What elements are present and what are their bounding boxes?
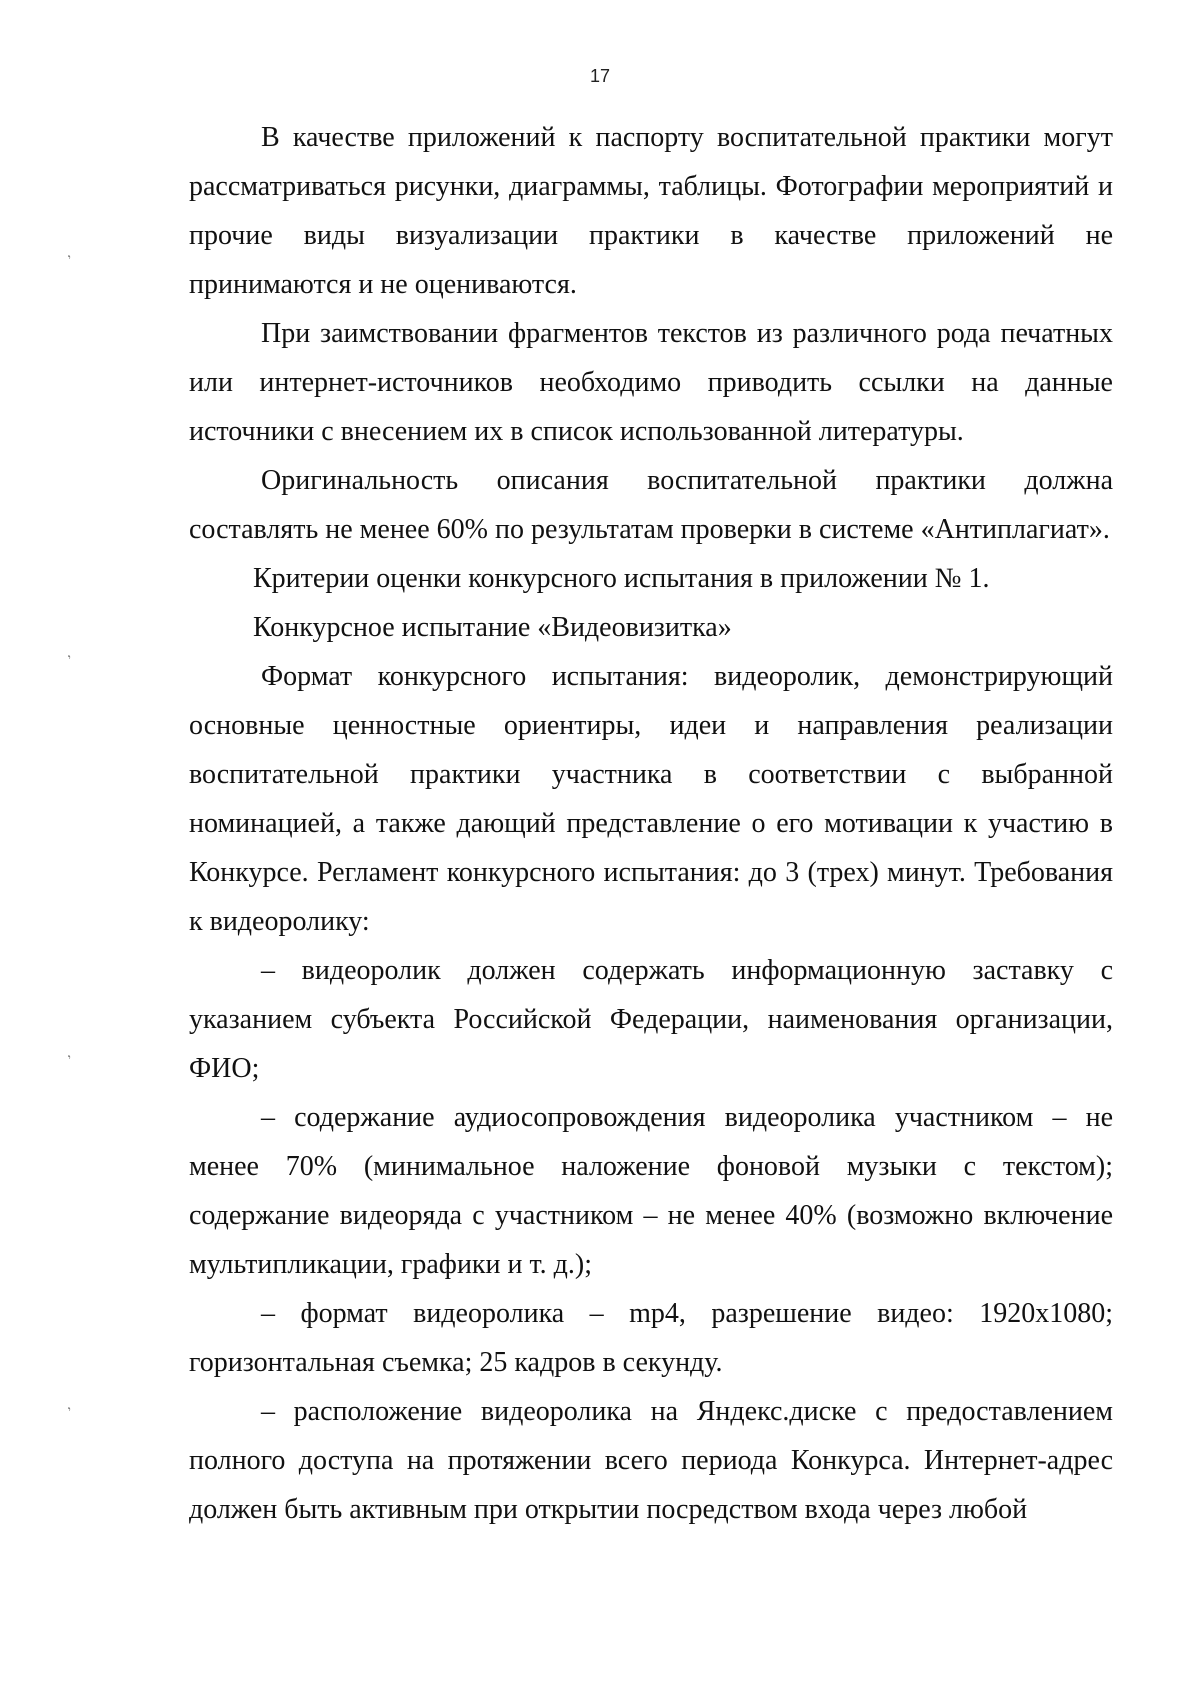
list-item-video-format: – формат видеоролика – mp4, разрешение видео: 1920x1080; горизонтальная съемка; 25 кадров в секунду. (189, 1298, 1113, 1378)
body-text (189, 113, 1113, 1534)
paragraph-originality: Оригинальность описания воспитательной практики должна составлять не менее 60% по результатам проверки в системе «Антиплагиат». (189, 465, 1113, 545)
section-heading-videovizitka: Конкурсное испытание «Видеовизитка» (253, 612, 732, 643)
scan-mark: , (62, 646, 73, 661)
paragraph-citations: При заимствовании фрагментов текстов из различного рода печатных или интернет-источников необходимо приводить ссылки на данные источники с внесением их в список использованной литературы. (189, 318, 1113, 447)
page-number: 17 (589, 66, 611, 86)
list-item-audio-content: – содержание аудиосопровождения видеоролика участником – не менее 70% (минимальное наложение фоновой музыки с текстом); содержание видеоряда с участником – не менее 40% (возможно включение мультипликации, графики и т. д.); (189, 1102, 1113, 1280)
list-item-yandex-disk: – расположение видеоролика на Яндекс.диске с предоставлением полного доступа на протяжении всего периода Конкурса. Интернет-адрес должен быть активным при открытии посредством входа через любой (189, 1396, 1113, 1525)
list-item-intro-screen: – видеоролик должен содержать информационную заставку с указанием субъекта Российской Федерации, наименования организации, ФИО; (189, 955, 1113, 1084)
scan-mark: , (62, 1398, 73, 1413)
paragraph-criteria: Критерии оценки конкурсного испытания в приложении № 1. (253, 563, 990, 594)
paragraph-appendices: В качестве приложений к паспорту воспитательной практики могут рассматриваться рисунки, диаграммы, таблицы. Фотографии мероприятий и прочие виды визуализации практики в качестве приложений не принимаются и не оцениваются. (189, 122, 1113, 300)
scan-mark: , (62, 1046, 73, 1061)
scan-mark: , (62, 246, 73, 261)
paragraph-format: Формат конкурсного испытания: видеоролик, демонстрирующий основные ценностные ориентиры, идеи и направления реализации воспитательной практики участника в соответствии с выбранной номинацией, а также дающий представление о его мотивации к участию в Конкурсе. Регламент конкурсного испытания: до 3 (трех) минут. Требования к видеоролику: (189, 661, 1113, 937)
